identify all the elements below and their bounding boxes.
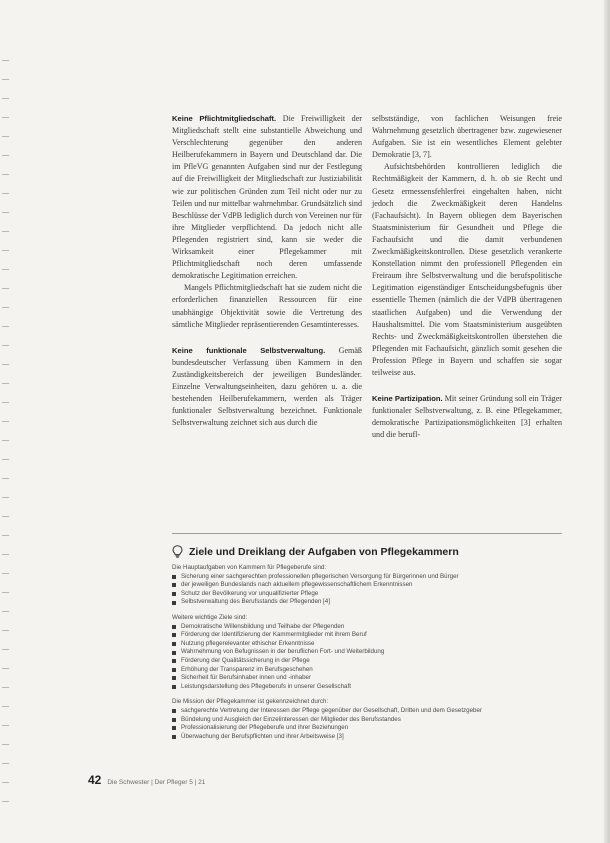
info-box-list-item: Demokratische Willensbildung und Teilhabe der Pflegenden [172, 623, 572, 632]
left_column-paragraph [172, 113, 362, 282]
binding-mark [2, 592, 9, 593]
binding-mark [2, 725, 9, 726]
binding-mark [2, 326, 9, 327]
info-box-list-item: Überwachung der Berufspflichten und ihrer Arbeitsweise [3] [172, 733, 572, 742]
lightbulb-icon [172, 545, 183, 558]
binding-mark [2, 212, 9, 213]
info-box-list-item: Sicherheit für Berufsinhaber innen und -inhaber [172, 674, 572, 683]
binding-mark [2, 763, 9, 764]
info-box-list [172, 707, 572, 741]
binding-mark [2, 383, 9, 384]
page-binding-edge [604, 0, 610, 843]
paragraph-lead-heading: Keine Pflichtmitgliedschaft. [172, 114, 277, 123]
info-box-list-item: Förderung der Identifizierung der Kammermitglieder mit ihrem Beruf [172, 631, 572, 640]
paragraph-gap [172, 331, 362, 345]
binding-mark [2, 117, 9, 118]
paragraph-lead-heading: Keine Partizipation. [372, 394, 443, 404]
info-box-list-item: Selbstverwaltung des Berufsstands der Pflegenden [4] [172, 598, 572, 607]
info-box-title-text: Ziele und Dreiklang der Aufgaben von Pflegekammern [189, 545, 459, 558]
box-divider [172, 533, 562, 534]
info-box-list-item: Sicherung einer sachgerechten professionellen pflegerischen Versorgung für Bürgerinnen und Bürger [172, 573, 572, 582]
binding-mark [2, 269, 9, 270]
binding-mark [2, 288, 9, 289]
binding-mark [2, 345, 9, 346]
info-box-list-item: Förderung der Qualitätssicherung in der Pflege [172, 657, 572, 666]
binding-mark [2, 516, 9, 517]
info-box-section [172, 614, 572, 691]
binding-mark [2, 79, 9, 80]
binding-mark [2, 744, 9, 745]
binding-mark [2, 250, 9, 251]
right_column-paragraph [372, 161, 562, 379]
binding-mark [2, 136, 9, 137]
binding-mark [2, 364, 9, 365]
binding-mark [2, 497, 9, 498]
binding-mark [2, 421, 9, 422]
binding-mark [2, 687, 9, 688]
paragraph-text: Aufsichtsbehörden kontrollieren lediglich die Rechtmäßigkeit der Kammern, d. h. ob sie Recht und Gesetz ermessensfehlerfrei eingehalten haben, nicht jedoch die Zweckmäßigkeit deren Handelns (Fachaufsicht). In Bayern obliegen dem Bayerischen Staatsministerium für Gesundheit und Pflege die Fachaufsicht und die damit verbundenen Zweckmäßigkeitskontrollen. Diese gesetzlich verankerte Konstellation nimmt den professionell Pflegenden ein Freiraum ihre Selbstverwaltung und die berufspolitische Legitimation eigenständiger Entscheidungsbefugnis über essentielle Themen (nämlich die der VdPB übertragenen staatlichen Aufgaben) und die Verwendung der Haushaltsmittel. Die vom Staatsministerium ausgeübten Rechts- und Zweckmäßigkeitskontrollen überstehen die Pflegenden mit Fachaufsicht, gänzlich somit gesehen die Profession Pflege in Bayern und schaffen sie sogar teilweise aus. [372, 162, 562, 377]
binding-mark [2, 60, 9, 61]
binding-mark [2, 231, 9, 232]
info-box-section-intro: Die Mission der Pflegekammer ist gekennzeichnet durch: [172, 698, 329, 706]
info-box-list-item: Nutzung pflegerelevanter ethischer Erkenntnisse [172, 640, 572, 649]
info-box-list-item: Professionalisierung der Pflegeberufe und ihrer Beziehungen [172, 724, 572, 733]
paragraph-lead-heading: Keine funktionale Selbstverwaltung. [172, 345, 326, 355]
binding-mark [2, 307, 9, 308]
binding-mark [2, 706, 9, 707]
binding-mark [2, 459, 9, 460]
info-box-list-item: Leistungsdarstellung des Pflegeberufs in unserer Gesellschaft [172, 683, 572, 692]
binding-mark [2, 649, 9, 650]
journal-reference: Die Schwester | Der Pfleger 5 | 21 [107, 779, 206, 786]
left_column-paragraph [172, 345, 362, 430]
binding-mark [2, 155, 9, 156]
info-box-section [172, 564, 572, 607]
binding-mark [2, 630, 9, 631]
right-text-column [372, 113, 562, 441]
paragraph-text: Gemäß bundesdeutscher Verfassung üben Kammern in den Zuständigkeitsbereich der jeweiligen Bundesländer. Einzelne Verwaltungseinheiten, dazu gehören u. a. die bestehenden Heilberufekammern, werden als Träger funktionaler Selbstverwaltung bezeichnet. Funktionale Selbstverwaltung zeichnet sich aus durch die [172, 345, 362, 428]
paragraph-text: Mangels Pflichtmitgliedschaft hat sie zudem nicht die erforderlichen finanziellen Ressourcen für eine unabhängige Objektivität sowie die Vertretung des sämtliche Mitglieder repräsentierenden Gesamtinteresses. [172, 283, 362, 329]
info-box-list-item: Erhöhung der Transparenz im Berufsgeschehen [172, 666, 572, 675]
binding-mark [2, 535, 9, 536]
binding-mark [2, 554, 9, 555]
paragraph-text: Mit seiner Gründung soll ein Träger funktionaler Selbstverwaltung, z. B. eine Pflegekammer, demokratische Partizipationsmöglichkeiten [3] erhalten und die berufl- [372, 394, 563, 440]
info-box-list-item: der jeweiligen Bundeslands nach aktuellem pflegewissenschaftlichem Erkenntnissen [172, 581, 572, 590]
right_column-paragraph [372, 113, 562, 161]
paragraph-text: Die Freiwilligkeit der Mitgliedschaft stellt eine substantielle Abweichung und Verschlechterung gegenüber den anderen Heilberufekammern in Bayern und Deutschland dar. Die im PfleVG genannten Aufgaben sind nur der Festlegung auf die Freiwilligkeit der Mitgliedschaft zur Justiziabilität wie zur politischen Gründen zum Teil nicht oder nur zu Teilen und nur mittelbar wahrnehmbar. Grundsätzlich sind Beschlüsse der VdPB lediglich durch von Vereinen nur für ihre Mitglieder verpflichtend. Da jedoch nicht alle Pflegenden registriert sind, kann sie weder die Wirksamkeit einer Pflegekammer mit Pflichtmitgliedschaft noch deren umfassende demokratische Legitimation erreichen. [172, 114, 362, 281]
info-box-section [172, 698, 572, 741]
binding-mark [2, 801, 9, 802]
left-text-column [172, 113, 362, 429]
info-box-title [172, 545, 572, 558]
info-box-list-item: Wahrnehmung von Befugnissen in der beruflichen Fort- und Weiterbildung [172, 648, 572, 657]
info-box-sections [172, 564, 572, 741]
binding-mark [2, 193, 9, 194]
binding-mark [2, 668, 9, 669]
binding-mark [2, 611, 9, 612]
binding-mark [2, 402, 9, 403]
info-box-section-intro: Die Hauptaufgaben von Kammern für Pflegeberufe sind: [172, 564, 327, 571]
paragraph-gap [372, 379, 562, 393]
binding-mark [2, 478, 9, 479]
info-box-list-item: Schutz der Bevölkerung vor unqualifizierter Pflege [172, 590, 572, 599]
binding-mark [2, 573, 9, 574]
right_column-paragraph [372, 393, 562, 441]
page-footer [88, 773, 205, 787]
binding-mark [2, 98, 9, 99]
info-box-section-intro: Weitere wichtige Ziele sind: [172, 613, 248, 621]
info-box-list-item: Bündelung und Ausgleich der Einzelinteressen der Mitglieder des Berufsstandes [172, 716, 572, 725]
paragraph-text: selbstständige, von fachlichen Weisungen freie Wahrnehmung gesetzlich übertragener bzw. zugewiesener Aufgaben. Sie ist ein wesentliches Element gelebter Demokratie [3, 7]. [372, 114, 562, 160]
page-number: 42 [88, 773, 102, 787]
binding-mark [2, 440, 9, 441]
binding-mark [2, 174, 9, 175]
left_column-paragraph [172, 282, 362, 330]
info-box [172, 545, 572, 741]
info-box-list [172, 573, 572, 607]
binding-mark [2, 782, 9, 783]
info-box-list-item: sachgerechte Vertretung der Interessen der Pflege gegenüber der Gesellschaft, Dritten und dem Gesetzgeber [172, 707, 572, 716]
info-box-list [172, 623, 572, 692]
